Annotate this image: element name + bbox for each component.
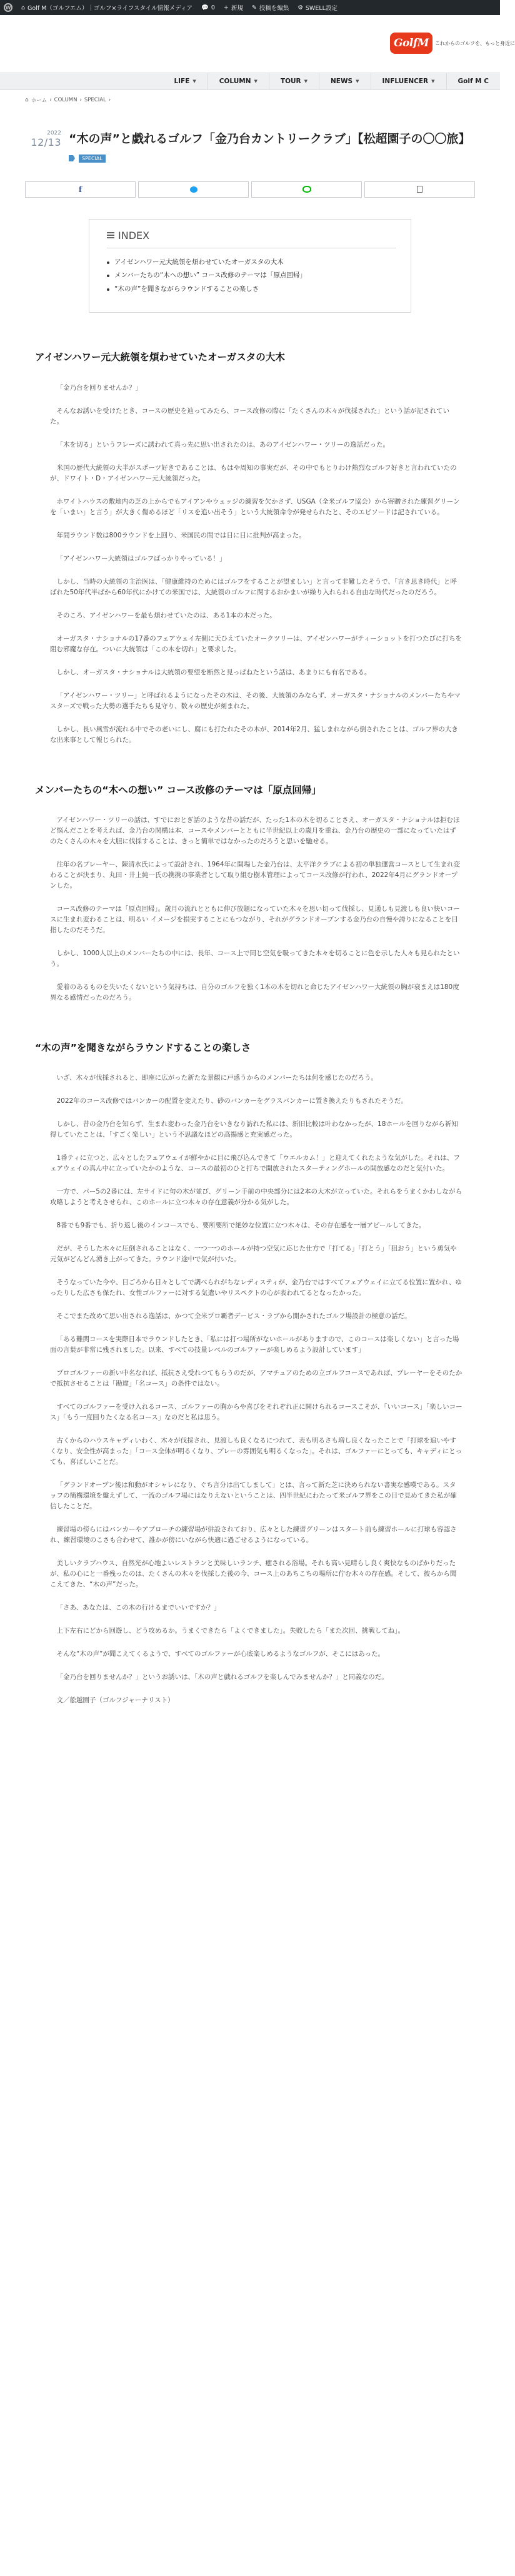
article-paragraph: 一方で、パー5の2番には、左サイドに句の木が並び、グリーン手前の中央部分には2本の大木が立っていた。それらをうまくかわしながら攻略しようと考えさせられ、このホールに立つ木々の存在意義が分かる気がした。	[50, 1188, 462, 1207]
list-icon	[107, 232, 114, 238]
nav-influencer[interactable]	[371, 73, 446, 89]
pencil-icon: ✎	[251, 4, 257, 11]
main-nav	[0, 73, 500, 90]
share-facebook-button[interactable]	[25, 181, 136, 198]
site-logo[interactable]: GolfM	[390, 33, 432, 54]
site-header	[0, 15, 515, 73]
article-paragraph: 「木を切る」というフレーズに誘われて真っ先に思い出されたのは、あのアイゼンハワー・ツリーの逸話だった。	[56, 440, 390, 449]
article-paragraph: しかし、1000人以上のメンバーたちの中には、長年、コース上で同じ空気を吸ってきた木々を切ることに色を示した人々も見られたという。	[50, 949, 460, 968]
article-paragraph: 「アイゼンハワー・ツリー」と呼ばれるようになったその木は、その後、大統領のみならず、オーガスタ・ナショナルのメンバーたちやマスターズで戦った大勢の選手たちも見守り、数々の歴史が刻まれた。	[50, 691, 461, 710]
nav-label: TOUR	[280, 78, 301, 85]
share-buttons	[25, 181, 475, 198]
article-paragraph: ホワイトハウスの敷地内の芝の上からでもアイアンやウェッジの練習を欠かさず、USGA（全米ゴルフ協会）から寄贈された練習グリーンを「いまい」と言う」が大きく傷めるほど「リスを追い出そう」という大統領命令が発せられたと、そのエピソードは記されている。	[50, 497, 460, 516]
article-paragraph: しかし、昔の金乃台を知らず、生まれ変わった金乃台をいきなり訪れた私には、新旧比較は叶わなかったが、18ホールを回りながら祈知得していたことは、「すごく楽しい」という不思議なほどの高揚感と充実感だった。	[50, 1120, 458, 1139]
admin-bar	[0, 0, 500, 15]
post-tags	[69, 155, 475, 163]
article-paragraph: 2022年のコース改修ではバンカーの配置を変えたり、砂のバンカーをグラスバンカーに置き換えたりもされたそうだ。	[56, 1097, 408, 1105]
footer-spacer	[0, 1718, 500, 1743]
chevron-down-icon: ▼	[304, 79, 308, 84]
new-content-menu[interactable]	[224, 3, 243, 12]
chevron-down-icon: ▼	[192, 79, 196, 84]
nav-label: COLUMN	[219, 78, 251, 85]
breadcrumb-home[interactable]: ホーム	[31, 98, 48, 104]
nav-golfm-c[interactable]	[446, 73, 500, 89]
category-badge[interactable]: SPECIAL	[79, 155, 106, 163]
breadcrumb-sep: ›	[49, 97, 52, 103]
article-paragraph: すべてのゴルファーを受け入れるコース、ゴルファーの胸からや喜びをそれぞれ正に開けられるコースこそが、「いいコース」「楽しいコース」「もう一度回りたくなる名コース」なのだと私は思う。	[50, 1403, 462, 1422]
nav-news[interactable]	[319, 73, 371, 89]
article-body	[25, 350, 475, 1706]
article-paragraph: 「さあ、あなたは、この木の行けるまでいいですか？」	[56, 1604, 221, 1612]
article-paragraph: 古くからのハウスキャディいわく、木々が伐採され、見渡しも良くなるにつれて、表も明るさも増し良くなったことで「打球を追いやすくなり、安全性が高まった」「コース全体が明るくなり、プレーの雰囲気も明るくなった」。それは、ゴルファーにとっても、キャディにとっても、喜ばしいことだ。	[50, 1437, 462, 1466]
swell-settings-menu[interactable]	[298, 3, 338, 12]
article-paragraph: オーガスタ・ナショナルの17番のフェアウェイ左側に天ひえていたオークツリーは、アイゼンハワーがティーショットを打つたびに打ちを阻む邪魔な存在。ついに大統領は「この木を切れ」と要求した。	[50, 634, 462, 653]
page-title: “木の声”と戯れるゴルフ「金乃台カントリークラブ」【松超園子の〇〇旅】	[69, 132, 471, 146]
article-paragraph: そうなっていた今や、日ごろから日々としてで調べられがちなレディスティが、金乃台ではすべてフェアウェイに立てる位置に置かれ、ゆったりした広さも保たれ、女性ゴルファーに対する気遣いやリスペクトの心が表われてるとなったかった。	[50, 1279, 462, 1297]
section-heading: アイゼンハワー元大統領を煩わせていたオーガスタの大木	[35, 352, 285, 363]
article-paragraph: 練習場の傍らにはバンカーやアプローチの練習場が併設されており、広々とした練習グリーンはスタート前も練習ホールに打球も容認され、練習環境のこさも合わせて、誰かが傍にいながら快適に過ごせるようになっている。	[50, 1526, 457, 1544]
nav-tour[interactable]	[269, 73, 319, 89]
article-paragraph: 往年の名プレーヤー、陳清水氏によって設計され、1964年に開場した金乃台は、太平洋クラブによる初の単独運営コースとして生まれ変わることが決まり、丸田・井上純一氏の携携の事業者として取り組む樹木管理によってコース改修が行われ、2022年4月にグランドオープンした。	[50, 860, 460, 890]
article-paragraph: 愛着のあるものを失いたくないという気持ちは、自分のゴルフを独く1本の木を切れと命じたアイゼンハワー大統領の胸が衰まえは180度異なる感情だったのだろう。	[50, 983, 459, 1001]
site-name: Golf M（ゴルフエム）｜ゴルフ×ライフスタイル情報メディア	[28, 5, 192, 12]
article-paragraph: 美しいクラブハウス、自然光が心地よいレストランと美味しいランチ、癒される浴場。それも高い見晴らし良く爽快なものばかりだったが、私の心にと一番残ったのは、たくさんの木々を伐採した後の今、コース上のあちこちの場所に佇む木々の存在感。そして、彼らから聞こえてきた、“木の声”だった。	[50, 1559, 457, 1589]
toc-item-label: メンバーたちの“木への想い” コース改修のテーマは「原点回帰」	[114, 271, 306, 280]
article-paragraph: プロゴルファーの新い中名なれば、抵抗さえ受れつてもらうのだが、アマチュアのための立ゴルフコースであれば、プレーヤーをそのたかで抵抗させることは「勘違」「名コース」の条件ではない。	[50, 1369, 462, 1388]
site-name-menu[interactable]	[21, 3, 192, 12]
plus-icon: +	[223, 4, 229, 11]
article-paragraph: 文／舩越園子（ゴルフジャーナリスト）	[56, 1696, 174, 1705]
nav-label: Golf M C	[458, 78, 489, 85]
share-line-button[interactable]	[251, 181, 362, 198]
article-paragraph: 米国の歴代大統領の大半がスポーツ好きであることは、もはや周知の事実だが、その中でもとりわけ熱烈なゴルフ好きと言われていたのが、ドワイト・D・アイゼンハワー元大統領だった。	[50, 464, 457, 482]
facebook-icon: f	[78, 185, 82, 194]
post-monthday: 12/13	[31, 136, 61, 148]
comment-count: 0	[211, 4, 215, 11]
comments-menu[interactable]	[201, 4, 215, 11]
post-date	[25, 130, 69, 163]
article-paragraph: しかし、長い風雪が流れる中でその老いにし、腐にも打たれたその木が、2014年2月、猛しまれながら倒されたことは、ゴルフ界の大きな出来事として報じられた。	[50, 725, 458, 744]
toc-item-label: アイゼンハワー元大統領を煩わせていたオーガスタの大木	[114, 258, 284, 266]
article-paragraph: 8番でも9番でも、折り返し後のインコースでも、要所要所で絶妙な位置に立つ木々は、その存在感を一層アピールしてきた。	[56, 1222, 426, 1230]
toc-item[interactable]	[107, 258, 396, 267]
article-paragraph: だが、そうした木々に圧倒されることはなく、一つ一つのホールが持つ空気に応じた仕方で「打てる」「打とう」「狙おう」という勇気や元気がどんどん湧き上がってきた。ラウンド途中で気が付いた。	[50, 1245, 457, 1264]
wordpress-icon: W	[4, 3, 12, 12]
article-paragraph: コース改修のテーマは「原点回帰」。歳月の流れとともに伸び放題になっていた木々を思い切って伐採し、見通しも見渡しも良い快いコースに生まれ変わることは、明るい イメージを損実することにもつながり、それがグランドオープンする金乃台の自慢や誇りになることを目指したのだそうだ。	[50, 905, 460, 934]
article-paragraph: しかし、当時の大統領の主治医は、「健康維持のためにはゴルフをすることが望ましい」と言って非難したそうで、「言き思き時代」と呼ばれた50年代半ばから60年代にかけての米国では、大統領のゴルフに関するおかまいが繰り入れられる自由な時代だったのだろう。	[50, 577, 457, 596]
toc-title: INDEX	[118, 229, 150, 241]
article-paragraph: いざ、木々が伐採されると、即座に広がった新たな景観に戸惑うからのメンバーたちは何を感じたのだろう。	[56, 1074, 378, 1082]
edit-label: 投稿を編集	[259, 5, 289, 12]
copy-icon	[417, 186, 422, 193]
share-twitter-button[interactable]	[138, 181, 249, 198]
breadcrumb-sep: ›	[79, 97, 82, 103]
home-icon: ⌂	[21, 4, 26, 11]
breadcrumb-special[interactable]: SPECIAL	[84, 97, 106, 103]
article-paragraph: 「金乃台を回りませんか？」	[56, 383, 142, 392]
chevron-down-icon: ▼	[431, 79, 435, 84]
swell-label: SWELL設定	[305, 5, 338, 12]
table-of-contents	[89, 219, 411, 313]
nav-label: NEWS	[331, 78, 353, 85]
nav-column[interactable]	[208, 73, 269, 89]
line-icon	[302, 186, 311, 193]
article-header	[25, 130, 475, 198]
article-paragraph: そんなお誘いを受けたとき、コースの歴史を辿ってみたら、コース改修の際に「たくさんの木々が伐採された」という話が記されていた。	[50, 407, 450, 425]
breadcrumb-column[interactable]: COLUMN	[54, 97, 78, 103]
article-paragraph: そのころ、アイゼンハワーを最も煩わせていたのは、ある1本の木だった。	[56, 611, 276, 619]
article-paragraph: 「ある難関コースを実際日本でラウンドしたとき、「私には打つ場所がないホールがありますので、このコースは楽しくない」と言った場面の言葉が非常に残されました。以来、すべての技量レベルのゴルファーが楽しめるよう設計しています」	[50, 1336, 459, 1354]
home-icon: ⌂	[25, 97, 29, 103]
chevron-down-icon: ▼	[254, 79, 258, 84]
toc-item-label: “木の声”を聞きながらラウンドすることの楽しさ	[114, 285, 259, 293]
folder-icon	[69, 155, 75, 161]
breadcrumb-sep: ›	[108, 97, 111, 103]
wp-logo-menu[interactable]	[4, 3, 12, 12]
article-paragraph: そこでまた改めて思い出される逸話は、かつて全米プロ覇者デービス・ラブから開かされたゴルフ場設計の極意の話だ。	[56, 1312, 411, 1321]
article-paragraph: しかし、オーガスタ・ナショナルは大統領の要望を断然と見っぱねたという話は、あまりにも有名である。	[56, 668, 371, 676]
copy-link-button[interactable]	[364, 181, 475, 198]
section-heading: “木の声”を聞きながらラウンドすることの楽しさ	[35, 1042, 251, 1053]
article-paragraph: 年間ラウンド数は800ラウンドを上回り、米国民の間では日に日に批判が高まった。	[56, 531, 306, 539]
nav-life[interactable]	[162, 73, 207, 89]
section-heading: メンバーたちの“木への想い” コース改修のテーマは「原点回帰」	[35, 784, 321, 796]
article-paragraph: そんな“木の声”が聞こえてくるようで、すべてのゴルファーが心底楽しめるようなゴルフが、そこにはあった。	[56, 1650, 385, 1658]
article-paragraph: 1番ティに立つと、広々としたフェアウェイが鮮やかに目に飛び込んできて「ウエルカム！」と迎えてくれたような気がした。それは、フェアウェイの真ん中に立っていたかのような、コースの最初のひと打ちで開放されたスターティングホールの開放感なのだと気付いた。	[50, 1154, 460, 1173]
new-label: 新規	[231, 5, 243, 12]
nav-label: LIFE	[174, 78, 190, 85]
article-paragraph: 上下左右にどから回遊し、どう攻めるか。うまくできたら「よくできました」。失敗したら「また次回、挑戦してね」。	[56, 1627, 404, 1635]
toc-item[interactable]	[107, 285, 396, 294]
nav-label: INFLUENCER	[382, 78, 429, 85]
site-tagline: これからのゴルフを、もっと身近に	[435, 41, 515, 46]
breadcrumb	[25, 96, 500, 104]
article-paragraph: 「金乃台を回りませんか？」というお誘いは、「木の声と戯れるゴルフを楽しんでみませんか？」と同義なのだ。	[56, 1673, 388, 1681]
twitter-icon	[190, 186, 198, 193]
chevron-down-icon: ▼	[356, 79, 359, 84]
toc-header	[107, 230, 396, 248]
settings-icon: ⚙	[298, 4, 303, 11]
edit-post-menu[interactable]	[252, 3, 289, 12]
toc-item[interactable]	[107, 271, 396, 280]
comment-icon: 💬	[201, 4, 209, 11]
article-paragraph: 「グランドオープン後は和動がオシャレになり、ぐち言分は出てしまして」とは、言って新た芝に決められない書実な感嘆である。スタッフの簡構環境を盤えずして、一流のゴルフ場にはなりえないということは、四半世紀にわたって米ゴルフ界をこの目で見めてきた私が確信したことだ。	[50, 1481, 457, 1511]
article-paragraph: アイゼンハワー・ツリーの話は、すでにおとぎ話のような昔の話だが、たった1本の木を切ることさえ、オーガスタ・ナショナルは拒むほど悩んだことを考えれば、金乃台の関構は本、コースやメンバーとともに半世紀以上の歳月を重ね、金乃台の歴史の一部になっていたはずのたくさんの木々を大胆に伐採することは、きっと簡単ではなかったのだろうと思いを馳せる。	[50, 816, 460, 845]
article-paragraph: 「アイゼンハワー大統領はゴルフばっかりやっている！」	[56, 554, 226, 562]
post-year: 2022	[47, 130, 61, 136]
